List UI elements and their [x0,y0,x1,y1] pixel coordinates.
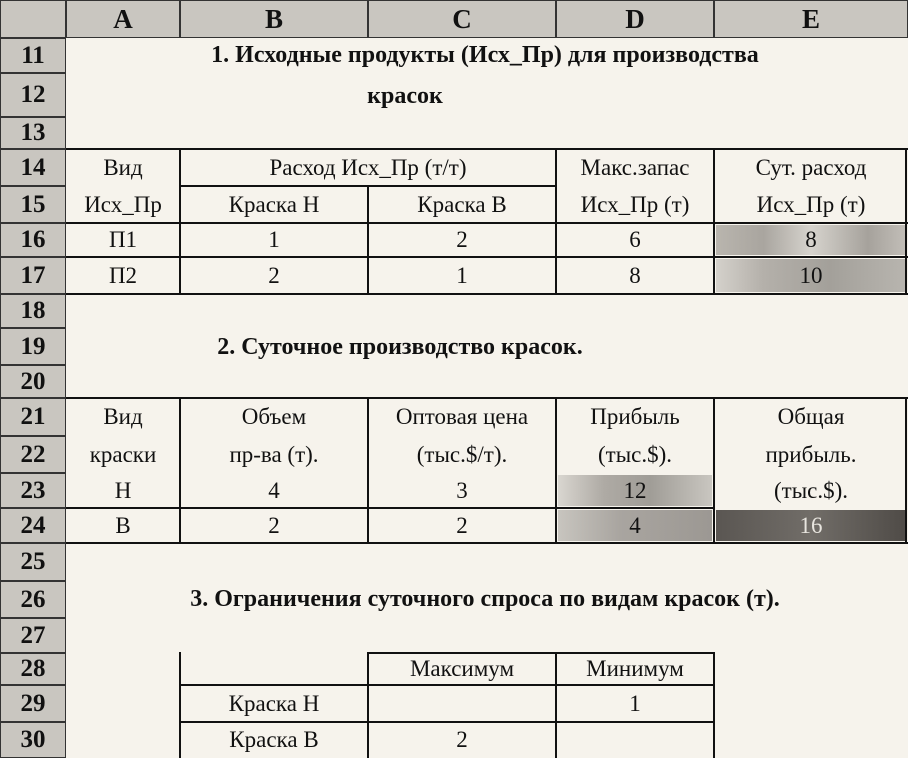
s2-profit-header-l1: Прибыль [590,404,680,429]
row-header-30[interactable]: 30 [0,722,66,758]
section1-title-line2: красок [367,82,443,109]
grid-line [905,148,907,294]
s2-vol-header-l1: Объем [241,404,307,429]
s1-row1-n[interactable]: 1 [268,227,280,252]
s1-type-header-l1: Вид [103,154,143,180]
s2-type-header-l2: краски [89,441,157,467]
s1-paint-n-header: Краска Н [228,191,320,217]
s1-row2-daily[interactable]: 10 [799,262,823,288]
s1-row2-v[interactable]: 1 [456,262,468,288]
grid-line [713,652,715,758]
grid-line [367,185,369,294]
row-header-18[interactable]: 18 [0,294,66,328]
grid-line [180,684,714,686]
s2-row2-vol[interactable]: 2 [268,512,280,538]
section3-title: 3. Ограничения суточного спроса по видам красок (т). [190,586,780,612]
s1-daily-header-l2: Исх_Пр (т) [756,191,866,217]
s2-row2-profit[interactable]: 4 [629,512,641,538]
s1-row2-n[interactable]: 2 [268,262,280,288]
row-header-26[interactable]: 26 [0,581,66,618]
s3-max-header: Максимум [409,656,515,681]
s2-total-header-l2: прибыль. [765,441,857,467]
grid-line [66,148,908,150]
row-header-19[interactable]: 19 [0,328,66,365]
grid-line [66,507,714,509]
section2-title: 2. Суточное производство красок. [217,334,583,360]
s2-row1-vol[interactable]: 4 [268,477,280,503]
s2-total-profit[interactable]: 16 [799,512,823,538]
column-header-c[interactable]: C [368,0,556,38]
s2-row2-price[interactable]: 2 [456,512,468,538]
row-header-20[interactable]: 20 [0,365,66,398]
row-header-14[interactable]: 14 [0,149,66,186]
column-header-b[interactable]: B [180,0,368,38]
s1-row1-max[interactable]: 6 [629,227,641,252]
select-all-corner[interactable] [0,0,66,38]
grid-line [555,148,557,294]
grid-line [66,542,908,544]
grid-line [66,397,908,399]
s1-row1-daily[interactable]: 8 [805,227,817,252]
grid-line [555,652,557,758]
s2-profit-header-l2: (тыс.$). [597,441,673,467]
s3-row1-min[interactable]: 1 [629,690,641,716]
row-header-11[interactable]: 11 [0,38,66,73]
s1-daily-header-l1: Сут. расход [755,154,867,180]
s1-max-header-l1: Макс.запас [580,154,690,180]
grid-line [66,222,908,224]
row-header-16[interactable]: 16 [0,223,66,257]
s2-row1-profit[interactable]: 12 [623,477,647,503]
s1-type-header-l2: Исх_Пр [84,191,162,217]
s1-row1-name[interactable]: П1 [108,227,138,252]
grid-line [905,397,907,543]
row-header-13[interactable]: 13 [0,117,66,149]
column-header-d[interactable]: D [556,0,714,38]
section1-title-line1: 1. Исходные продукты (Исх_Пр) для производства [211,42,759,68]
s1-max-header-l2: Исх_Пр (т) [580,191,690,217]
s2-vol-header-l2: пр-ва (т). [229,441,319,467]
row-header-24[interactable]: 24 [0,508,66,543]
s2-total-header-l1: Общая [777,404,845,429]
s2-price-header-l1: Оптовая цена [395,404,529,429]
column-header-e[interactable]: E [714,0,908,38]
row-header-23[interactable]: 23 [0,473,66,508]
s3-row1-name[interactable]: Краска Н [228,690,320,716]
grid-line [179,148,181,294]
row-header-12[interactable]: 12 [0,73,66,117]
grid-line [713,148,715,294]
row-header-15[interactable]: 15 [0,186,66,223]
s2-total-header-l3: (тыс.$). [773,477,849,503]
grid-line [555,397,557,543]
s3-min-header: Минимум [586,656,684,681]
row-header-22[interactable]: 22 [0,436,66,473]
s2-row1-price[interactable]: 3 [456,477,468,503]
grid-line [180,721,714,723]
grid-line [66,256,908,258]
s1-row1-v[interactable]: 2 [456,227,468,252]
s2-row1-name[interactable]: Н [114,477,132,503]
s1-paint-v-header: Краска В [417,191,507,217]
s1-row2-name[interactable]: П2 [108,262,138,288]
row-header-25[interactable]: 25 [0,543,66,581]
column-header-a[interactable]: A [66,0,180,38]
grid-line [179,397,181,543]
s3-row2-name[interactable]: Краска В [229,727,319,752]
grid-line [179,652,181,758]
row-header-21[interactable]: 21 [0,398,66,436]
s1-usage-header: Расход Исх_Пр (т/т) [269,154,467,180]
grid-line [713,397,715,543]
grid-line [367,652,369,758]
s2-row2-name[interactable]: В [115,512,131,538]
s2-type-header-l1: Вид [103,404,143,429]
row-header-27[interactable]: 27 [0,618,66,653]
s1-row2-max[interactable]: 8 [629,262,641,288]
s2-price-header-l2: (тыс.$/т). [416,441,508,467]
row-header-28[interactable]: 28 [0,653,66,685]
s3-row2-max[interactable]: 2 [456,727,468,752]
s3-row2-min[interactable] [556,722,714,758]
row-header-17[interactable]: 17 [0,257,66,294]
grid-line [66,293,908,295]
grid-line [368,652,714,654]
s3-row1-max[interactable] [368,685,556,722]
grid-line [367,397,369,543]
row-header-29[interactable]: 29 [0,685,66,722]
